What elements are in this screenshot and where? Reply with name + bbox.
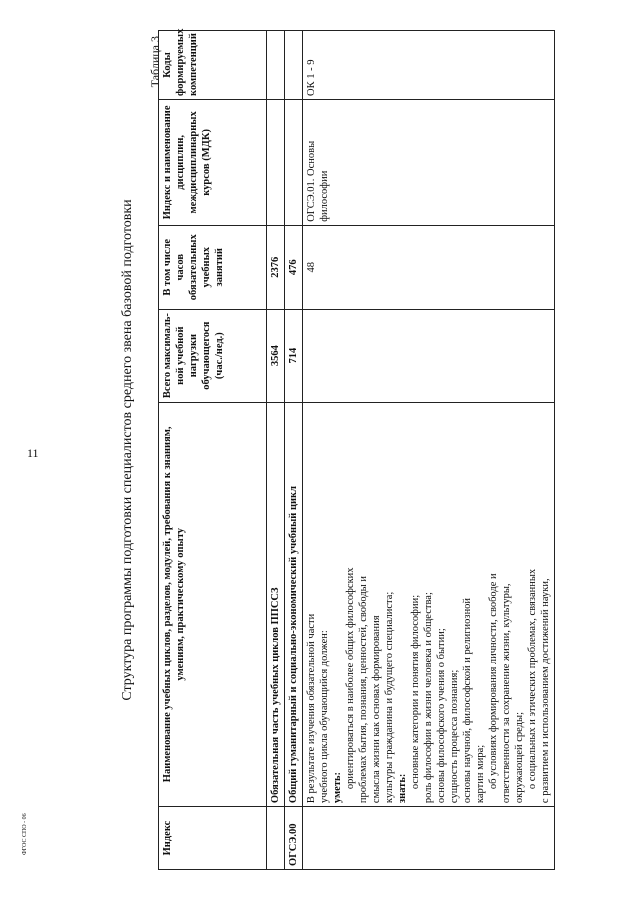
cell-cycle-name: Общий гуманитарный и социально-экономический учебный цикл xyxy=(285,402,303,807)
cell-requirements-text xyxy=(303,402,555,807)
table-number-label: Таблица 3 xyxy=(148,36,162,88)
cell-discipline-name: ОГСЭ.01. Основы философии xyxy=(303,99,555,225)
requirement-line: ориентироваться в наиболее общих философских xyxy=(345,567,356,790)
requirement-line: окружающей среды; xyxy=(514,712,525,804)
requirement-line: ответственности за сохранение жизни, культуры, xyxy=(501,583,512,804)
document-code: ФГОС СПО - 06 xyxy=(22,813,28,855)
cell-discipline-empty xyxy=(285,99,303,225)
requirement-line: сущность процесса познания; xyxy=(449,669,460,804)
cell-cycle-max-load: 714 xyxy=(285,309,303,402)
header-mandatory-hours: В том числе часов обязательных учебных занятий xyxy=(159,225,267,309)
requirement-line: основы научной, философской и религиозной xyxy=(462,597,473,804)
requirement-line: с развитием и использованием достижений науки, xyxy=(540,578,551,804)
table-row-mandatory-part xyxy=(267,31,285,870)
cell-competencies-empty xyxy=(285,31,303,100)
header-discipline: Индекс и наименование дисциплин, междисциплинарных курсов (МДК) xyxy=(159,99,267,225)
requirement-line: проблемах бытия, познания, ценностей, свободы и xyxy=(358,576,369,804)
cell-cycle-hours: 476 xyxy=(285,225,303,309)
cell-cycle-index: ОГСЭ.00 xyxy=(285,807,303,870)
requirement-line: смысла жизни как основах формирования xyxy=(371,615,382,804)
table-row-content xyxy=(303,31,555,870)
header-row xyxy=(159,31,267,870)
header-competencies: Коды формируемых компетенций xyxy=(159,31,267,100)
cell-mandatory-name: Обязательная часть учебных циклов ППССЗ xyxy=(267,402,285,807)
cell-discipline-empty xyxy=(267,99,285,225)
header-max-load: Всего максималь-ной учебной нагрузки обучающегося (час./нед.) xyxy=(159,309,267,402)
curriculum-structure-table xyxy=(158,30,555,870)
cell-mandatory-max-load: 3564 xyxy=(267,309,285,402)
requirement-line: основы философского учения о бытии; xyxy=(436,628,447,804)
requirement-line: В результате изучения обязательной части xyxy=(306,613,317,804)
requirement-line: основные категории и понятия философии; xyxy=(410,594,421,790)
header-name: Наименование учебных циклов, разделов, модулей, требования к знаниям, умениям, практическому опыту xyxy=(159,402,267,807)
requirement-line: уметь: xyxy=(332,771,343,804)
cell-mandatory-hours: 2376 xyxy=(267,225,285,309)
rotated-page-content xyxy=(120,30,640,870)
cell-index-empty xyxy=(267,807,285,870)
page-number: 11 xyxy=(27,446,39,460)
requirement-line: роль философии в жизни человека и общества; xyxy=(423,592,434,804)
requirement-line: учебного цикла обучающийся должен: xyxy=(319,630,330,804)
table-row-ogse-cycle xyxy=(285,31,303,870)
cell-max-load-empty xyxy=(303,309,555,402)
table-caption: Структура программы подготовки специалистов среднего звена базовой подготовки xyxy=(120,199,135,701)
requirement-line: знать: xyxy=(397,773,408,804)
requirement-line: культуры гражданина и будущего специалиста; xyxy=(384,591,395,804)
cell-content-hours: 48 xyxy=(303,225,555,309)
header-index: Индекс xyxy=(159,807,267,870)
cell-competencies-empty xyxy=(267,31,285,100)
requirement-line: картин мира; xyxy=(475,744,486,804)
cell-competency-codes: ОК 1 - 9 xyxy=(303,31,555,100)
requirement-line: о социальных и этических проблемах, связанных xyxy=(527,568,538,790)
cell-index-empty xyxy=(303,807,555,870)
requirement-line: об условиях формирования личности, свободе и xyxy=(488,573,499,790)
